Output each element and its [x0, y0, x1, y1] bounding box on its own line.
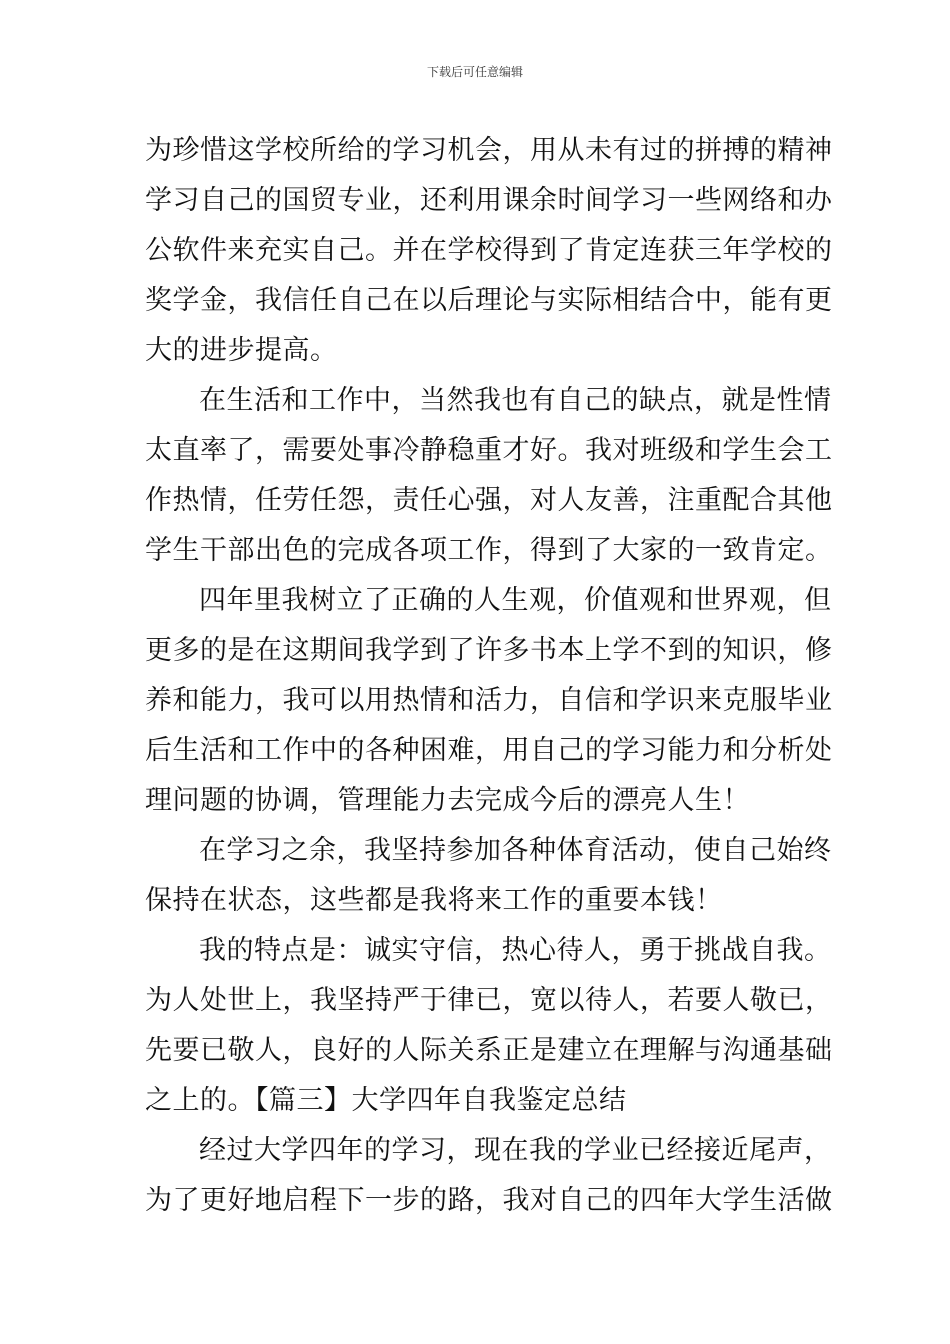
- document-body: [145, 126, 833, 1226]
- paragraph-first-line: 在生活和工作中，当然我也有自己的缺点，就是性情: [199, 385, 832, 416]
- text-line: 理问题的协调，管理能力去完成今后的漂亮人生！: [145, 785, 750, 816]
- text-line: 奖学金，我信任自己在以后理论与实际相结合中，能有更: [145, 285, 833, 316]
- text-line: 之上的。【篇三】大学四年自我鉴定总结: [145, 1085, 627, 1116]
- text-line: 先要已敬人，良好的人际关系正是建立在理解与沟通基础: [145, 1035, 833, 1066]
- text-line: 大的进步提高。: [145, 335, 338, 366]
- paragraph-first-line: 经过大学四年的学习，现在我的学业已经接近尾声，: [199, 1135, 832, 1166]
- text-line: 太直率了，需要处事冷静稳重才好。我对班级和学生会工: [145, 435, 833, 466]
- text-line: 保持在状态，这些都是我将来工作的重要本钱！: [145, 885, 723, 916]
- text-line: 为了更好地启程下一步的路，我对自己的四年大学生活做: [145, 1185, 833, 1216]
- text-line: 为珍惜这学校所给的学习机会，用从未有过的拼搏的精神: [145, 135, 833, 166]
- text-line: 后生活和工作中的各种困难，用自己的学习能力和分析处: [145, 735, 833, 766]
- text-line: 更多的是在这期间我学到了许多书本上学不到的知识，修: [145, 635, 833, 666]
- text-line: 公软件来充实自己。并在学校得到了肯定连获三年学校的: [145, 235, 833, 266]
- page-header-note: 下载后可任意编辑: [426, 65, 523, 79]
- paragraph-first-line: 四年里我树立了正确的人生观，价值观和世界观，但: [199, 585, 832, 616]
- text-line: 学生干部出色的完成各项工作，得到了大家的一致肯定。: [145, 535, 833, 566]
- paragraph-first-line: 在学习之余，我坚持参加各种体育活动，使自己始终: [199, 835, 832, 866]
- text-line: 养和能力，我可以用热情和活力，自信和学识来克服毕业: [145, 685, 833, 716]
- text-line: 作热情，任劳任怨，责任心强，对人友善，注重配合其他: [145, 485, 833, 516]
- text-line: 为人处世上，我坚持严于律已，宽以待人，若要人敬已，: [145, 985, 833, 1016]
- paragraph-first-line: 我的特点是：诚实守信，热心待人，勇于挑战自我。: [199, 935, 832, 966]
- text-line: 学习自己的国贸专业，还利用课余时间学习一些网络和办: [145, 185, 833, 216]
